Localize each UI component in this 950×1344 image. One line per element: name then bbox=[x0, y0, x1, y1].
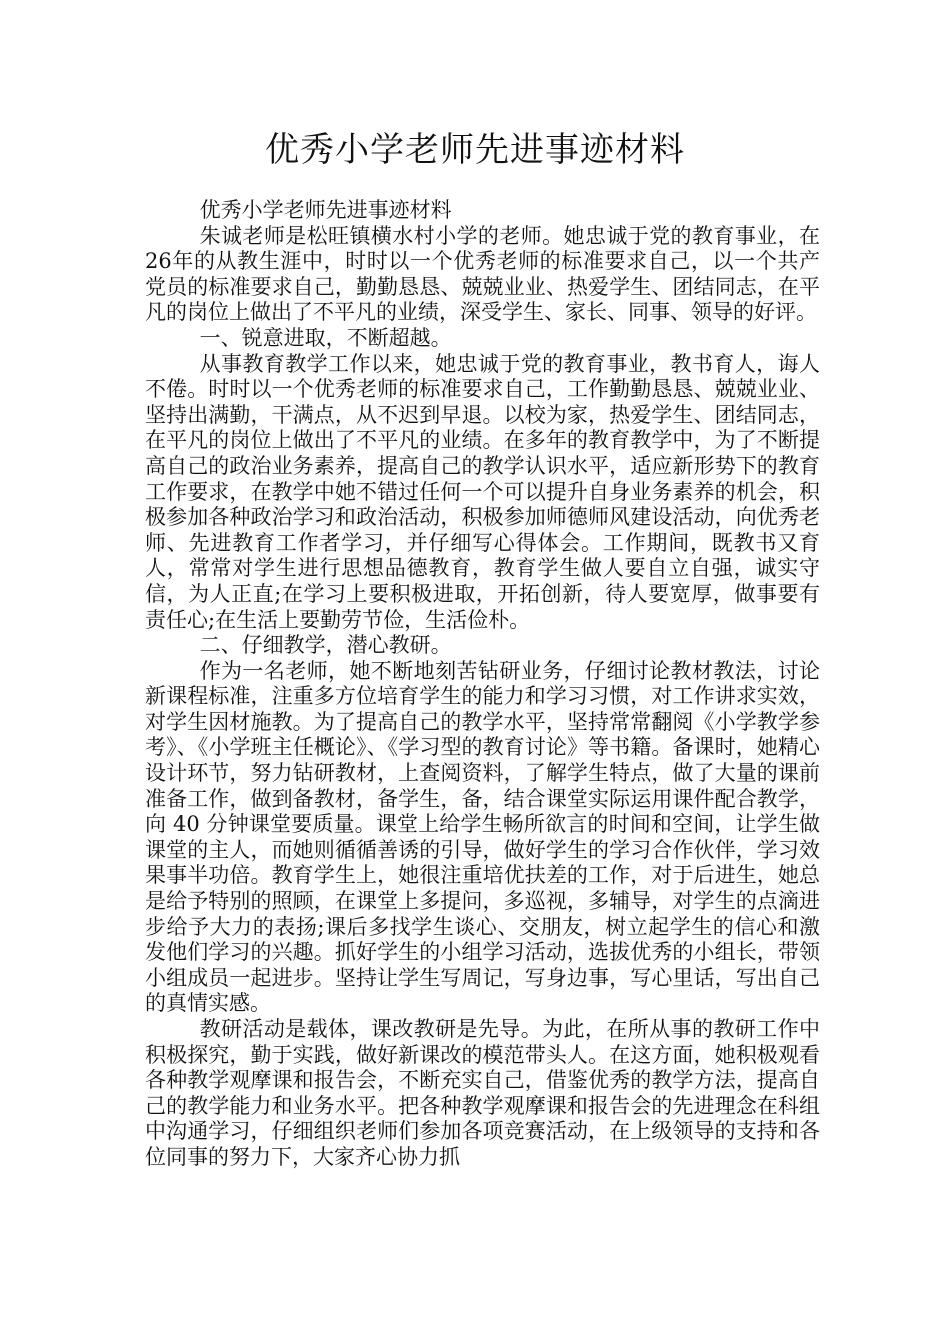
section-2-paragraph: 作为一名老师，她不断地刻苦钻研业务，仔细讨论教材教法，讨论新课程标准，注重多方位培育学生的能力和学习习惯，对工作讲求实效，对学生因材施教。为了提高自己的教学水平，坚持常常翻阅《小学教学参考》、《小学班主任概论》、《学习型的教育讨论》等书籍。备课时，她精心设计环节，努力钻研教材，上查阅资料，了解学生特点，做了大量的课前准备工作，做到备教材，备学生，备，结合课堂实际运用课件配合教学，向 40 分钟课堂要质量。课堂上给学生畅所欲言的时间和空间，让学生做课堂的主人，而她则循循善诱的引导，做好学生的学习合作伙伴，学习效果事半功倍。教育学生上，她很注重培优扶差的工作，对于后进生，她总是给予特别的照顾，在课堂上多提问，多巡视，多辅导，对学生的点滴进步给予大力的表扬;课后多找学生谈心、交朋友，树立起学生的信心和激发他们学习的兴趣。抓好学生的小组学习活动，选拔优秀的小组长，带领小组成员一起进步。坚持让学生写周记，写身边事，写心里话，写出自己的真情实感。 bbox=[145, 658, 820, 1016]
section-2-paragraph-2: 教研活动是载体，课改教研是先导。为此，在所从事的教研工作中积极探究，勤于实践，做好新课改的模范带头人。在这方面，她积极观看各种教学观摩课和报告会，不断充实自己，借鉴优秀的教学方法，提高自己的教学能力和业务水平。把各种教学观摩课和报告会的先进理念在科组中沟通学习，仔细组织老师们参加各项竞赛活动，在上级领导的支持和各位同事的努力下，大家齐心协力抓 bbox=[145, 1017, 820, 1169]
document-body bbox=[145, 198, 820, 1171]
subtitle-paragraph: 优秀小学老师先进事迹材料 bbox=[199, 198, 452, 222]
section-1-paragraph: 从事教育教学工作以来，她忠诚于党的教育事业，教书育人，诲人不倦。时时以一个优秀老师的标准要求自己，工作勤勤恳恳、兢兢业业、坚持出满勤，干满点，从不迟到早退。以校为家，热爱学生、团结同志，在平凡的岗位上做出了不平凡的业绩。在多年的教育教学中，为了不断提高自己的政治业务素养，提高自己的教学认识水平，适应新形势下的教育工作要求，在教学中她不错过任何一个可以提升自身业务素养的机会，积极参加各种政治学习和政治活动，积极参加师德师风建设活动，向优秀老师、先进教育工作者学习，并仔细写心得体会。工作期间，既教书又育人，常常对学生进行思想品德教育，教育学生做人要自立自强，诚实守信，为人正直;在学习上要积极进取，开拓创新，待人要宽厚，做事要有责任心;在生活上要勤劳节俭，生活俭朴。 bbox=[145, 351, 820, 632]
document-title: 优秀小学老师先进事迹材料 bbox=[265, 130, 685, 170]
section-heading-1: 一、锐意进取，不断超越。 bbox=[199, 325, 452, 350]
section-heading-2: 二、仔细教学，潜心教研。 bbox=[199, 633, 452, 658]
intro-paragraph: 朱诚老师是松旺镇横水村小学的老师。她忠诚于党的教育事业，在26年的从教生涯中，时时以一个优秀老师的标准要求自己，以一个共产党员的标准要求自己，勤勤恳恳、兢兢业业、热爱学生、团结同志，在平凡的岗位上做出了不平凡的业绩，深受学生、家长、同事、领导的好评。 bbox=[145, 223, 820, 325]
